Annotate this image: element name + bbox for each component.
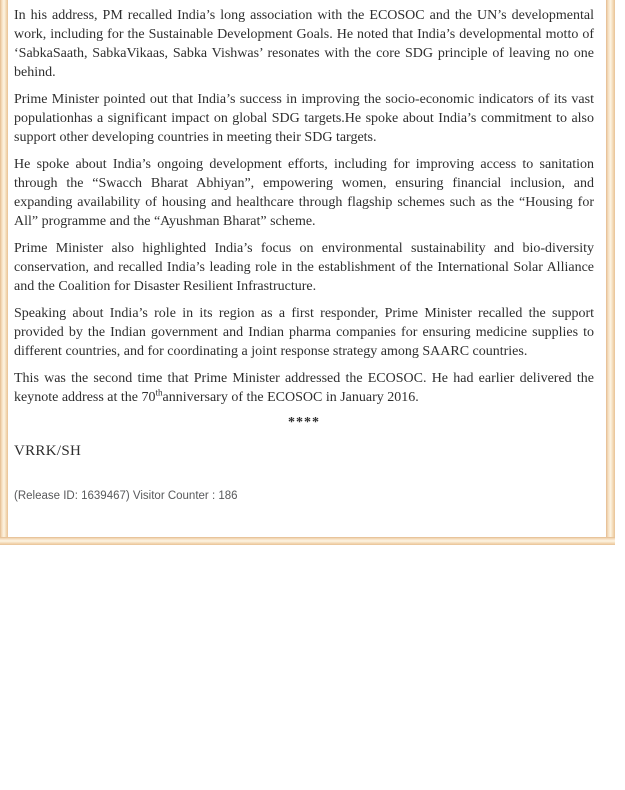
final-paragraph-text-continued: anniversary of the ECOSOC in January 2016.: [162, 390, 419, 405]
paragraph-sdg-targets: Prime Minister pointed out that India’s success in improving the socio-economic indicators of its vast populationhas a significant impact on global SDG targets.He spoke about India’s commitment to also support other developing countries in meeting their SDG targets.: [14, 92, 594, 145]
release-id-visitor-counter: (Release ID: 1639467) Visitor Counter : 186: [14, 490, 238, 502]
paragraph-environment: Prime Minister also highlighted India’s focus on environmental sustainability and bio-diversity conservation, and recalled India’s leading role in the establishment of the International Solar Alliance and the Coalition for Disaster Resilient Infrastructure.: [14, 241, 594, 294]
paragraph-development-efforts: He spoke about India’s ongoing development efforts, including for improving access to sanitation through the “Swacch Bharat Abhiyan”, empowering women, ensuring financial inclusion, and expanding availability of housing and healthcare through flagship schemes such as the “Housing for All” programme and the “Ayushman Bharat” scheme.: [14, 157, 594, 229]
ordinal-superscript: th: [155, 387, 163, 398]
page-frame-right-border: [606, 0, 615, 545]
paragraph-first-responder: Speaking about India’s role in its region as a first responder, Prime Minister recalled the support provided by the Indian government and Indian pharma companies for ensuring medicine supplies to different countries, and for coordinating a joint response strategy among SAARC countries.: [14, 306, 594, 359]
page-frame-left-border: [0, 0, 8, 545]
author-initials: VRRK/SH: [14, 443, 82, 459]
paragraph-pm-address: In his address, PM recalled India’s long association with the ECOSOC and the UN’s developmental work, including for the Sustainable Development Goals. He noted that India’s developmental motto of ‘SabkaSaath, SabkaVikaas, Sabka Vishwas’ resonates with the core SDG principle of leaving no one behind.: [14, 8, 594, 80]
press-release-body: [14, 6, 594, 506]
page-frame-bottom-border: [0, 537, 615, 545]
paragraph-second-address: [14, 369, 594, 407]
final-paragraph-text: This was the second time that Prime Minister addressed the ECOSOC. He had earlier delivered the keynote address at the 70: [14, 371, 594, 405]
asterisk-separator: ****: [288, 415, 320, 430]
